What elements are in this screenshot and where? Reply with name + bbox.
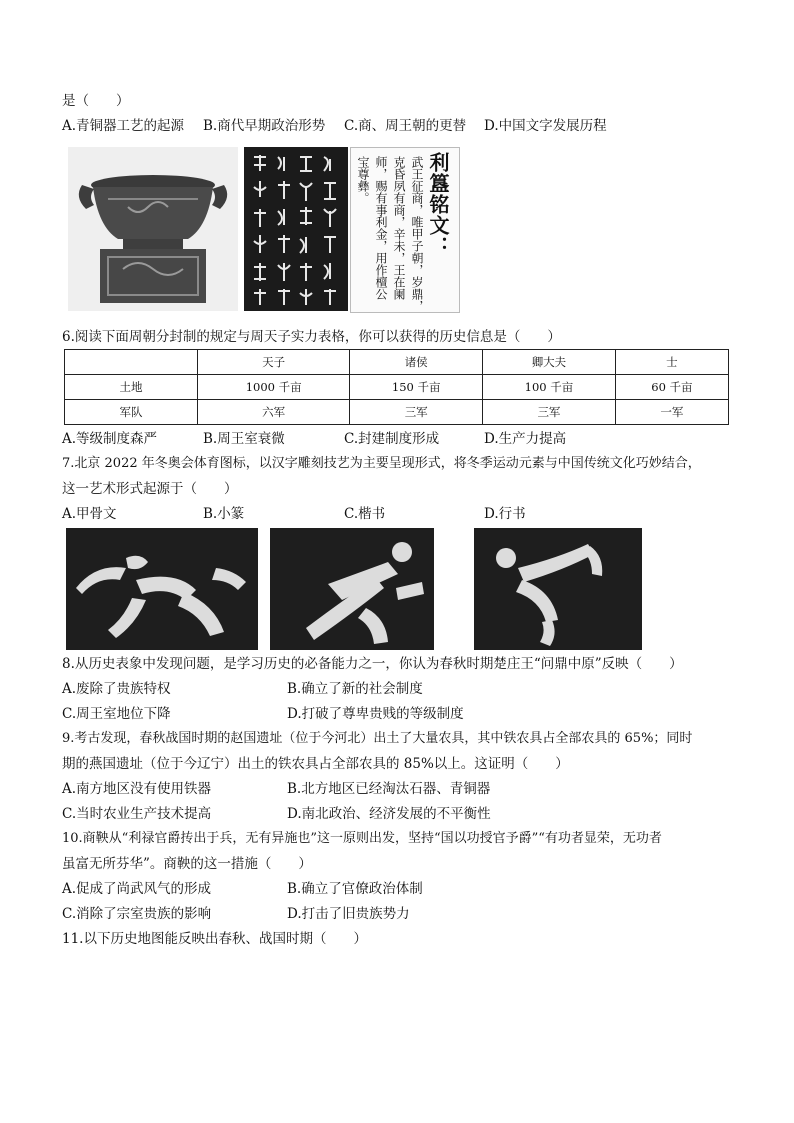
q10-option-b: B.确立了官僚政治体制 [287, 881, 423, 897]
q10-option-d: D.打击了旧贵族势力 [287, 906, 410, 922]
q5-option-c: C.商、周王朝的更替 [344, 118, 467, 134]
q8-option-a: A.废除了贵族特权 [62, 681, 171, 697]
q11-stem: 11.以下历史地图能反映出春秋、战国时期（ ） [62, 931, 367, 947]
table-cell: 土地 [65, 375, 198, 400]
table-header-cell: 天子 [198, 350, 350, 375]
table-header-cell [65, 350, 198, 375]
table-row [65, 375, 729, 400]
table-cell: 一军 [615, 400, 728, 425]
inscription-col-2: 克昏夙有商，辛未，王在阑 [392, 156, 406, 300]
q7-option-d: D.行书 [484, 506, 526, 522]
q10-option-a: A.促成了尚武风气的形成 [62, 881, 212, 897]
table-cell: 三军 [350, 400, 483, 425]
table-header-cell: 士 [615, 350, 728, 375]
q9-option-b: B.北方地区已经淘汰石器、青铜器 [287, 781, 491, 797]
q5-option-b: B.商代早期政治形势 [203, 118, 326, 134]
q6-option-a: A.等级制度森严 [62, 431, 158, 447]
table-cell: 三军 [483, 400, 616, 425]
q5-option-d: D.中国文字发展历程 [484, 118, 607, 134]
q5-stem-tail: 是（ ） [62, 93, 130, 109]
bronze-gui-photo [68, 147, 238, 311]
q7-stem-line2: 这一艺术形式起源于（ ） [62, 481, 238, 497]
q7-option-a: A.甲骨文 [62, 506, 117, 522]
inscription-col-1: 武王征商，唯甲子朝，岁鼎， [410, 156, 424, 312]
q7-stem-line1: 7.北京 2022 年冬奥会体育图标，以汉字雕刻技艺为主要呈现形式，将冬季运动元素与中国传统文化巧妙结合， [62, 456, 701, 471]
inscription-col-4: 宝尊彝。 [356, 156, 370, 204]
table-cell: 150 千亩 [350, 375, 483, 400]
q6-stem: 6.阅读下面周朝分封制的规定与周天子实力表格，你可以获得的历史信息是（ ） [62, 329, 561, 345]
table-header-cell: 诸侯 [350, 350, 483, 375]
olympic-pictograms-image [66, 528, 642, 650]
q8-option-d: D.打破了尊卑贵贱的等级制度 [287, 706, 464, 722]
table-header-cell: 卿大夫 [483, 350, 616, 375]
table-cell: 60 千亩 [615, 375, 728, 400]
q9-option-a: A.南方地区没有使用铁器 [62, 781, 212, 797]
inscription-transcription-box [350, 147, 460, 313]
fief-table [64, 349, 729, 425]
q6-option-c: C.封建制度形成 [344, 431, 440, 447]
q6-option-b: B.周王室衰微 [203, 431, 285, 447]
q9-option-d: D.南北政治、经济发展的不平衡性 [287, 806, 491, 822]
q8-option-c: C.周王室地位下降 [62, 706, 171, 722]
q10-stem-line1: 10.商鞅从“利禄官爵抟出于兵，无有异施也”这一原则出发，坚持“国以功授官予爵”“有功者显荣，无功者 [62, 831, 662, 846]
inscription-rubbing-image [244, 147, 348, 311]
table-cell: 100 千亩 [483, 375, 616, 400]
table-cell: 军队 [65, 400, 198, 425]
inscription-col-3: 师，赐有事利金，用作檀公 [374, 156, 388, 300]
q9-option-c: C.当时农业生产技术提高 [62, 806, 212, 822]
q7-option-b: B.小篆 [203, 506, 245, 522]
q6-option-d: D.生产力提高 [484, 431, 567, 447]
table-header-row [65, 350, 729, 375]
q5-option-a: A.青铜器工艺的起源 [62, 118, 185, 134]
table-cell: 六军 [198, 400, 350, 425]
q10-stem-line2: 虽富无所芬华”。商鞅的这一措施（ ） [62, 856, 312, 872]
inscription-title: 利簋铭文： [426, 152, 450, 257]
q9-stem-line1: 9.考古发现，春秋战国时期的赵国遗址（位于今河北）出土了大量农具，其中铁农具占全部农具的 65%；同时 [62, 731, 693, 746]
table-cell: 1000 千亩 [198, 375, 350, 400]
q9-stem-line2: 期的燕国遗址（位于今辽宁）出土的铁农具占全部农具的 85%以上。这证明（ ） [62, 756, 569, 772]
table-row [65, 400, 729, 425]
q7-option-c: C.楷书 [344, 506, 386, 522]
q8-stem: 8.从历史表象中发现问题，是学习历史的必备能力之一，你认为春秋时期楚庄王“问鼎中原”反映（ ） [62, 656, 683, 672]
q8-option-b: B.确立了新的社会制度 [287, 681, 423, 697]
q10-option-c: C.消除了宗室贵族的影响 [62, 906, 212, 922]
